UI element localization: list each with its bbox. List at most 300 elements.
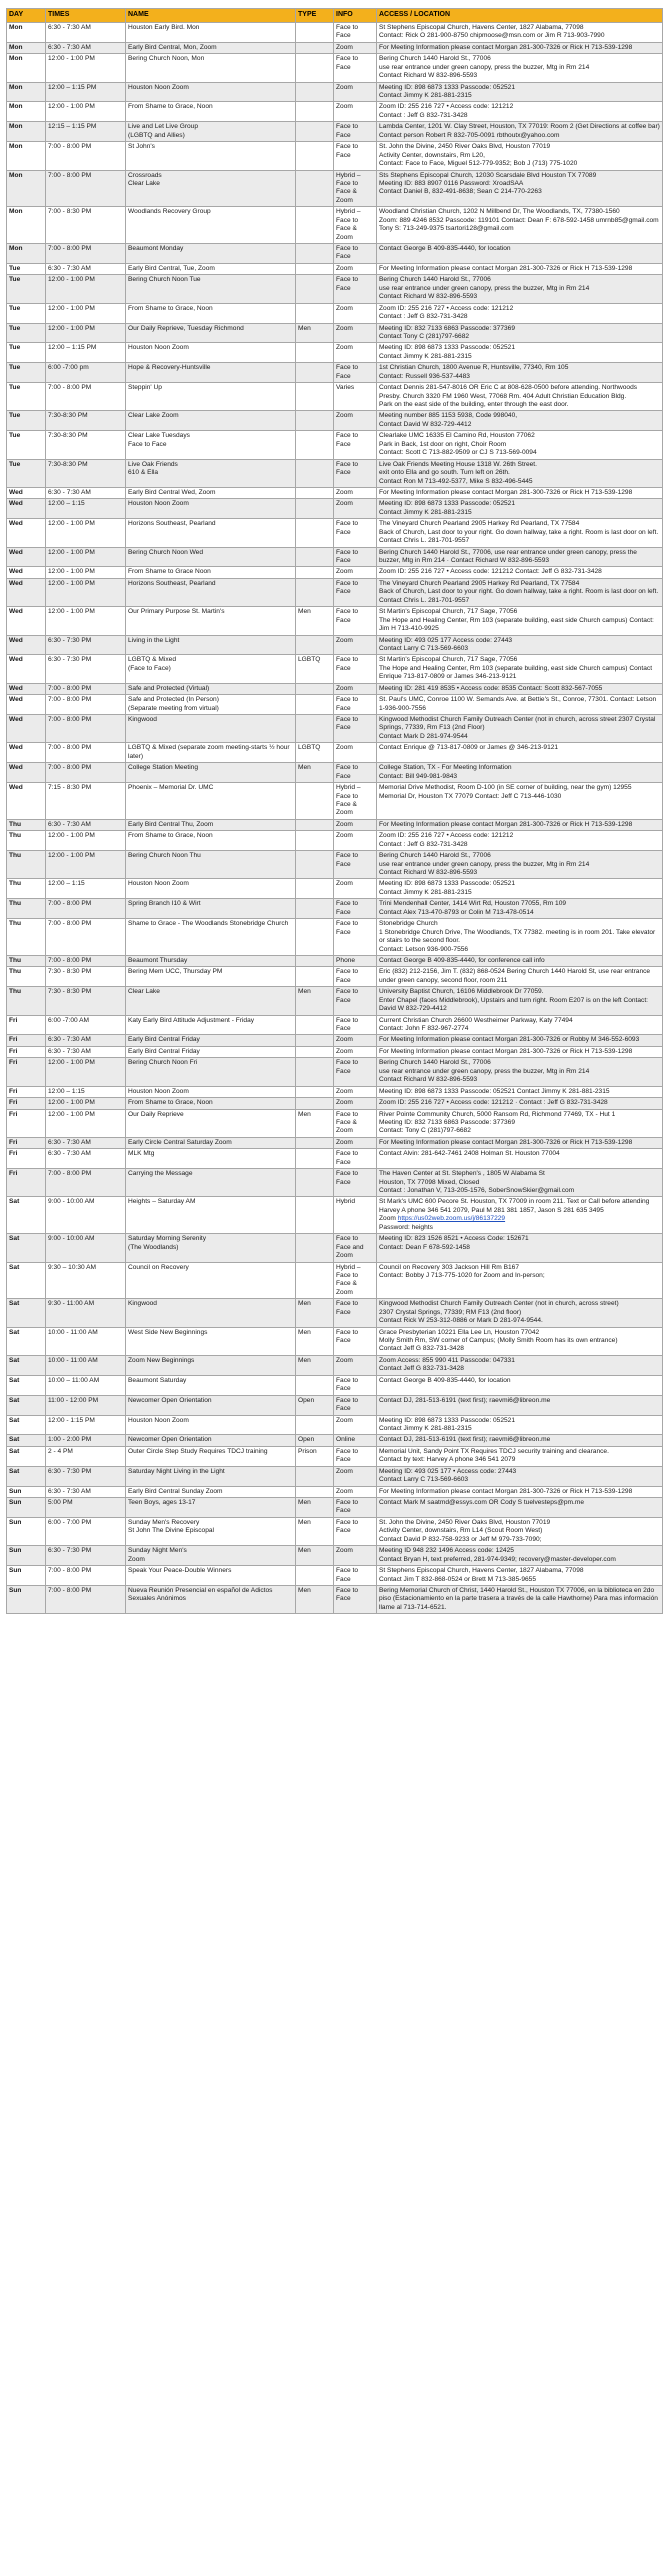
text-line: Lambda Center, 1201 W. Clay Street, Houston, TX 77019: Room 2 (Get Directions at coffee bar) Contact person Robert R 832-705-0091 rbthoutx@yahoo.com: [379, 123, 660, 139]
cell-location: [377, 763, 663, 783]
cell-day: Mon: [7, 22, 46, 42]
text-line: LGBTQ & Mixed (separate zoom meeting-starts ½ hour later): [128, 744, 290, 760]
cell-time: 7:00 - 8:00 PM: [46, 715, 126, 743]
meeting-row: [7, 967, 663, 987]
text-line: Meeting ID: 281 419 8535 • Access code: 8535 Contact: Scott 832-567-7055: [379, 684, 603, 692]
text-line: (Separate meeting from virtual): [128, 704, 219, 712]
cell-type: Men: [296, 1327, 334, 1355]
text-line: Meeting ID: 832 7133 6863 Passcode: 377369: [379, 324, 516, 332]
cell-location: [377, 42, 663, 53]
cell-day: Tue: [7, 411, 46, 431]
cell-time: 7:30 - 8:30 PM: [46, 987, 126, 1015]
cell-info: Zoom: [334, 102, 377, 122]
meeting-row: [7, 1109, 663, 1137]
cell-time: 12:00 – 1:15: [46, 879, 126, 899]
text-line: Back of Church, Last door to your right. Go down hallway, take a right. Room is last door on left. Contact Chris L. 281-701-9557: [379, 588, 659, 604]
cell-location: [377, 1375, 663, 1395]
cell-info: Zoom: [334, 879, 377, 899]
cell-info: Zoom: [334, 42, 377, 53]
cell-time: 7:00 - 8:00 PM: [46, 763, 126, 783]
cell-day: Fri: [7, 1098, 46, 1109]
cell-type: [296, 1137, 334, 1148]
cell-info: Face to Face: [334, 1498, 377, 1518]
text-line: Contact Richard W 832-896-5593: [379, 72, 478, 80]
cell-day: Tue: [7, 323, 46, 343]
text-line: Password: heights: [379, 1223, 433, 1231]
cell-location: [377, 1435, 663, 1446]
cell-day: Sun: [7, 1585, 46, 1613]
text-line: West Side New Beginnings: [128, 1328, 208, 1336]
cell-name: [126, 82, 296, 102]
cell-name: [126, 323, 296, 343]
text-line: Meeting ID: 898 6873 1333 Passcode: 052521: [379, 83, 516, 91]
cell-name: [126, 819, 296, 830]
cell-time: 10:00 – 11:00 AM: [46, 1375, 126, 1395]
cell-name: [126, 919, 296, 956]
text-line: St. Paul's UMC, Conroe 1100 W. Semands Ave. at Bettie's St., Conroe, 77301. Contact: Letson 1-936-900-7556: [379, 696, 657, 712]
cell-location: [377, 683, 663, 694]
cell-info: Face to Face: [334, 851, 377, 879]
text-line: College Station Meeting: [128, 764, 199, 772]
cell-info: Face to Face: [334, 578, 377, 606]
cell-day: Tue: [7, 431, 46, 459]
text-line: Contact Ron M 713-492-5377, Mike S 832-496-5445: [379, 477, 533, 485]
cell-type: [296, 459, 334, 487]
cell-location: [377, 1498, 663, 1518]
cell-info: Zoom: [334, 1355, 377, 1375]
text-line: Contact: Face to Face, Miguel 512-779-9352; Bob J (713) 775-1020: [379, 160, 578, 168]
text-line: Bering Memorial Church of Christ, 1440 Harold St., Houston TX 77006, en la biblioteca en 2do piso (Estacionamiento en la parte trasera a través de la calle Hawthorne) Para mas información llame al 713-714-6521.: [379, 1586, 658, 1611]
text-line: Contact George B 409-835-4440, for location: [379, 1376, 511, 1384]
cell-location: [377, 487, 663, 498]
meeting-row: [7, 122, 663, 142]
text-line: Back of Church, Last door to your right. Go down hallway, take a right. Room is last door on left. Contact Chris L. 281-701-9557: [379, 528, 659, 545]
cell-day: Wed: [7, 519, 46, 547]
text-line: 1st Christian Church, 1800 Avenue R, Huntsville, 77340, Rm 105: [379, 364, 569, 372]
meeting-row: [7, 1299, 663, 1327]
cell-info: Zoom: [334, 303, 377, 323]
text-line: Carrying the Message: [128, 1170, 193, 1178]
cell-name: [126, 851, 296, 879]
cell-info: Face to Face: [334, 1327, 377, 1355]
cell-name: [126, 1234, 296, 1262]
cell-type: [296, 819, 334, 830]
cell-name: [126, 1435, 296, 1446]
cell-day: Wed: [7, 783, 46, 820]
cell-time: 6:30 - 7:30 PM: [46, 655, 126, 683]
text-line: Bering Mem UCC, Thursday PM: [128, 968, 223, 976]
cell-location: [377, 1486, 663, 1497]
text-line: Early Bird Central Friday: [128, 1036, 200, 1044]
cell-location: [377, 1149, 663, 1169]
text-line: Woodland Christian Church, 1202 N Millbend Dr, The Woodlands, TX, 77380-1560: [379, 208, 620, 216]
text-line: From Shame to Grace, Noon: [128, 832, 213, 840]
cell-time: 7:15 - 8:30 PM: [46, 783, 126, 820]
text-line: Kingwood Methodist Church Family Outreach Center (not in church, across street 2307 Crystal Springs, 77339, Rm F13 (2nd Floor): [379, 716, 656, 732]
text-line: Park on the east side of the building, enter through the east door.: [379, 401, 569, 409]
cell-time: 12:00 – 1:15 PM: [46, 343, 126, 363]
cell-location: [377, 303, 663, 323]
meeting-row: [7, 411, 663, 431]
cell-location: [377, 170, 663, 207]
meeting-row: [7, 1585, 663, 1613]
cell-name: [126, 547, 296, 567]
cell-location: [377, 207, 663, 244]
cell-name: [126, 244, 296, 264]
cell-location: [377, 142, 663, 170]
cell-type: [296, 207, 334, 244]
cell-day: Tue: [7, 459, 46, 487]
cell-time: 12:00 – 1:15: [46, 1086, 126, 1097]
cell-name: [126, 1375, 296, 1395]
cell-day: Sat: [7, 1446, 46, 1466]
cell-info: Zoom: [334, 1486, 377, 1497]
cell-name: [126, 567, 296, 578]
cell-name: [126, 1395, 296, 1415]
cell-day: Tue: [7, 343, 46, 363]
text-line: Houston Noon Zoom: [128, 83, 189, 91]
cell-time: 6:30 - 7:30 AM: [46, 42, 126, 53]
cell-name: [126, 1498, 296, 1518]
text-line: Shame to Grace - The Woodlands Stonebridge Church: [128, 920, 289, 928]
cell-time: 12:00 - 1:00 PM: [46, 275, 126, 303]
text-line: Zoom https://us02web.zoom.us/j/86137229: [379, 1215, 506, 1223]
text-line: For Meeting Information please contact Morgan 281-300-7326 or Robby M 346-552-6093: [379, 1036, 640, 1044]
cell-type: [296, 411, 334, 431]
cell-name: [126, 683, 296, 694]
cell-name: [126, 899, 296, 919]
cell-day: Wed: [7, 578, 46, 606]
cell-location: [377, 1517, 663, 1545]
cell-day: Thu: [7, 879, 46, 899]
meeting-row: [7, 1446, 663, 1466]
meeting-row: [7, 1327, 663, 1355]
cell-info: Zoom: [334, 1086, 377, 1097]
cell-info: Face to Face: [334, 1395, 377, 1415]
cell-info: Zoom: [334, 1046, 377, 1057]
text-line: Contact Tony C (281)797-6682: [379, 332, 470, 340]
cell-info: Zoom: [334, 487, 377, 498]
meeting-row: [7, 919, 663, 956]
cell-time: 6:30 - 7:30 AM: [46, 1035, 126, 1046]
text-line: Heights – Saturday AM: [128, 1198, 196, 1206]
text-line: Activity Center, downstairs, Rm L14 (Scout Room West): [379, 1527, 543, 1535]
cell-info: Hybrid – Face to Face & Zoom: [334, 207, 377, 244]
text-line: Zoom ID: 255 216 727 • Access code: 121212 Contact: Jeff G 832-731-3428: [379, 568, 602, 576]
text-line: Nueva Reunión Presencial en español de Adictos Sexuales Anónimos: [128, 1586, 273, 1603]
cell-time: 6:30 - 7:30 PM: [46, 1466, 126, 1486]
cell-info: Face to Face: [334, 1517, 377, 1545]
cell-time: 7:00 - 8:00 PM: [46, 1585, 126, 1613]
cell-location: [377, 323, 663, 343]
cell-info: Zoom: [334, 683, 377, 694]
cell-info: Face to Face & Zoom: [334, 1109, 377, 1137]
text-line: Living in the Light: [128, 636, 180, 644]
text-line: Early Circle Central Saturday Zoom: [128, 1138, 232, 1146]
cell-info: Zoom: [334, 323, 377, 343]
cell-time: 9:30 – 10:30 AM: [46, 1262, 126, 1299]
meeting-row: [7, 1355, 663, 1375]
cell-name: [126, 1299, 296, 1327]
cell-day: Thu: [7, 899, 46, 919]
text-line: Contact David P 832-758-9233 or Jeff M 979-733-7090;: [379, 1535, 542, 1543]
cell-type: [296, 1015, 334, 1035]
table-header: [7, 9, 663, 23]
cell-type: [296, 383, 334, 411]
text-line: Houston Early Bird. Mon: [128, 23, 200, 31]
cell-type: [296, 499, 334, 519]
cell-type: Men: [296, 1498, 334, 1518]
text-line: Early Bird Central Wed, Zoom: [128, 488, 216, 496]
meeting-row: [7, 244, 663, 264]
cell-time: 7:00 - 8:00 PM: [46, 743, 126, 763]
text-line: Contact Mark D 281-974-9544: [379, 732, 468, 740]
text-line: Bering Church Noon Thu: [128, 852, 201, 860]
cell-location: [377, 122, 663, 142]
text-line: Contact : Jeff G 832-731-3428: [379, 313, 468, 321]
text-line: Houston Noon Zoom: [128, 344, 189, 352]
cell-info: Hybrid: [334, 1197, 377, 1234]
cell-time: 12:00 - 1:00 PM: [46, 102, 126, 122]
meeting-row: [7, 487, 663, 498]
text-line: Bering Church Noon Wed: [128, 548, 204, 556]
cell-name: [126, 142, 296, 170]
text-line: Contact George B 409-835-4440, for location: [379, 245, 511, 253]
text-line: Clear Lake: [128, 988, 160, 996]
text-line: Clear Lake Tuesdays: [128, 432, 190, 440]
cell-name: [126, 695, 296, 715]
cell-time: 7:00 - 8:00 PM: [46, 244, 126, 264]
cell-day: Tue: [7, 275, 46, 303]
meeting-schedule-table: [6, 8, 663, 1614]
meeting-row: [7, 635, 663, 655]
cell-info: Face to Face: [334, 967, 377, 987]
cell-location: [377, 1466, 663, 1486]
meeting-row: [7, 519, 663, 547]
text-line: River Pointe Community Church, 5000 Ransom Rd, Richmond 77469, TX - Hut 1: [379, 1110, 616, 1118]
text-line: Contact Enrique @ 713-817-0809 or James @ 346-213-9121: [379, 744, 559, 752]
cell-day: Sun: [7, 1546, 46, 1566]
cell-name: [126, 955, 296, 966]
text-line: Houston Noon Zoom: [128, 1416, 189, 1424]
cell-day: Sun: [7, 1486, 46, 1497]
cell-day: Tue: [7, 303, 46, 323]
cell-name: [126, 411, 296, 431]
cell-location: [377, 1098, 663, 1109]
meeting-row: [7, 1058, 663, 1086]
meeting-row: [7, 1149, 663, 1169]
text-line: Molly Smith Rm, SW corner of Campus; (Molly Smith Room has its own entrance): [379, 1337, 618, 1345]
cell-name: [126, 1149, 296, 1169]
cell-type: LGBTQ: [296, 743, 334, 763]
cell-day: Mon: [7, 102, 46, 122]
cell-name: [126, 1566, 296, 1586]
text-line: Crossroads: [128, 171, 162, 179]
cell-info: Hybrid – Face to Face & Zoom: [334, 170, 377, 207]
cell-location: [377, 819, 663, 830]
cell-type: [296, 1098, 334, 1109]
text-line: Contact: Dean F 678-592-1458: [379, 1243, 470, 1251]
text-line: Contact Jimmy K 281-881-2315: [379, 508, 472, 516]
text-line: St Martin's Episcopal Church, 717 Sage, 77056: [379, 608, 518, 616]
cell-type: Men: [296, 323, 334, 343]
cell-time: 6:30 - 7:30 AM: [46, 1486, 126, 1497]
text-line: Horizons Southeast, Pearland: [128, 579, 216, 587]
text-line: Kingwood Methodist Church Family Outreach Center (not in church, across street): [379, 1300, 619, 1308]
cell-time: 7:00 - 8:00 PM: [46, 383, 126, 411]
text-line: Meeting number 885 1153 5938, Code 998040,: [379, 412, 518, 420]
cell-time: 7:00 - 8:00 PM: [46, 170, 126, 207]
text-line: 2307 Crystal Springs, 77339; RM F13 (2nd floor): [379, 1308, 522, 1316]
cell-type: [296, 303, 334, 323]
cell-location: [377, 1262, 663, 1299]
meeting-row: [7, 1015, 663, 1035]
cell-type: Men: [296, 987, 334, 1015]
cell-info: Face to Face: [334, 1446, 377, 1466]
cell-type: [296, 635, 334, 655]
text-line: Contact Rick W 253-312-0886 or Mark D 281-974-9544.: [379, 1317, 543, 1325]
cell-type: Men: [296, 1299, 334, 1327]
cell-type: [296, 715, 334, 743]
cell-name: [126, 743, 296, 763]
cell-time: 7:30-8:30 PM: [46, 431, 126, 459]
cell-name: [126, 655, 296, 683]
cell-type: [296, 263, 334, 274]
text-line: Bering Church Noon Fri: [128, 1059, 198, 1067]
cell-time: 12:00 - 1:00 PM: [46, 851, 126, 879]
meeting-row: [7, 655, 663, 683]
cell-day: Sat: [7, 1435, 46, 1446]
cell-day: Sat: [7, 1466, 46, 1486]
cell-time: 9:00 - 10:00 AM: [46, 1197, 126, 1234]
cell-day: Wed: [7, 567, 46, 578]
cell-time: 6:30 - 7:30 AM: [46, 1046, 126, 1057]
zoom-link[interactable]: https://us02web.zoom.us/j/86137229: [397, 1215, 506, 1223]
cell-time: 10:00 - 11:00 AM: [46, 1355, 126, 1375]
cell-name: [126, 459, 296, 487]
cell-day: Tue: [7, 363, 46, 383]
cell-day: Thu: [7, 819, 46, 830]
text-line: From Shame to Grace Noon: [128, 568, 211, 576]
text-line: Early Bird Central, Tue, Zoom: [128, 264, 215, 272]
header-times: TIMES: [46, 9, 126, 23]
cell-type: [296, 1566, 334, 1586]
text-line: Contact: Tony C (281)797-6682: [379, 1127, 471, 1135]
cell-type: [296, 54, 334, 82]
cell-name: [126, 431, 296, 459]
text-line: Contact Jeff G 832-731-3428: [379, 1365, 464, 1373]
meeting-row: [7, 1435, 663, 1446]
cell-location: [377, 783, 663, 820]
text-line: Sunday Men's Recovery: [128, 1518, 200, 1526]
cell-time: 6:30 - 7:30 AM: [46, 1149, 126, 1169]
text-line: Meeting ID: 898 6873 1333 Passcode: 052521: [379, 1416, 516, 1424]
text-line: Contact Bryan H, text preferred, 281-974-9349; recovery@master-developer.com: [379, 1555, 616, 1563]
meeting-row: [7, 955, 663, 966]
text-line: St Martin's Episcopal Church, 717 Sage, 77056: [379, 656, 518, 664]
cell-day: Fri: [7, 1015, 46, 1035]
cell-location: [377, 54, 663, 82]
cell-type: [296, 1169, 334, 1197]
header-name: NAME: [126, 9, 296, 23]
header-row: [7, 9, 663, 23]
cell-location: [377, 1058, 663, 1086]
header-info: INFO: [334, 9, 377, 23]
text-line: exit onto Ella and go south. Turn left on 26th.: [379, 469, 510, 477]
text-line: Contact Larry C 713-569-6603: [379, 644, 469, 652]
cell-type: [296, 578, 334, 606]
text-line: From Shame to Grace, Noon: [128, 304, 213, 312]
text-line: Contact by text: Harvey A phone 346 541 2079: [379, 1456, 516, 1464]
header-type: TYPE: [296, 9, 334, 23]
text-line: Zoom ID: 255 216 727 • Access code: 121212: [379, 832, 514, 840]
text-line: Meeting ID: 832 7133 6863 Passcode: 377369: [379, 1118, 516, 1126]
text-line: Kingwood: [128, 716, 157, 724]
text-line: Meeting ID: 898 6873 1333 Passcode: 052521: [379, 500, 516, 508]
cell-day: Wed: [7, 763, 46, 783]
cell-time: 10:00 - 11:00 AM: [46, 1327, 126, 1355]
text-line: Newcomer Open Orientation: [128, 1396, 212, 1404]
cell-location: [377, 1234, 663, 1262]
meeting-row: [7, 1086, 663, 1097]
cell-info: Face to Face: [334, 122, 377, 142]
cell-type: [296, 42, 334, 53]
text-line: Contact Richard W 832-896-5593: [379, 293, 478, 301]
text-line: For Meeting Information please contact Morgan 281-300-7326 or Rick H 713-539-1298: [379, 1487, 633, 1495]
text-line: Contact David W 832-729-4412: [379, 420, 472, 428]
cell-type: [296, 1262, 334, 1299]
cell-type: Men: [296, 607, 334, 635]
cell-info: Face to Face: [334, 987, 377, 1015]
cell-info: Zoom: [334, 743, 377, 763]
header-day: DAY: [7, 9, 46, 23]
text-line: From Shame to Grace, Noon: [128, 103, 213, 111]
text-line: Zoom: [128, 1555, 145, 1563]
cell-location: [377, 1109, 663, 1137]
text-line: Contact Jimmy K 281-881-2315: [379, 1424, 472, 1432]
cell-info: Zoom: [334, 831, 377, 851]
text-line: Meeting ID: 883 8907 0116 Password: XroadSAA: [379, 179, 524, 187]
text-line: Bering Church 1440 Harold St., 77006: [379, 1059, 491, 1067]
cell-day: Wed: [7, 607, 46, 635]
cell-location: [377, 1046, 663, 1057]
cell-location: [377, 383, 663, 411]
text-line: use rear entrance under green canopy, press the buzzer, Mtg in Rm 214: [379, 63, 590, 71]
cell-type: [296, 919, 334, 956]
cell-time: 7:30 - 8:30 PM: [46, 967, 126, 987]
text-line: Saturday Night Living in the Light: [128, 1467, 225, 1475]
text-line: Bering Church 1440 Harold St., 77006, use rear entrance under green canopy, press the buzzer, Mtg in Rm 214 · Contact Richard W 832-896-5593: [379, 548, 637, 565]
cell-type: [296, 1046, 334, 1057]
cell-info: Face to Face: [334, 547, 377, 567]
text-line: Zoom: 889 4246 8532 Passcode: 119101 Contact: Dean F: 678-592-1458 umrnb85@gmail.com Tony S: 713-249-9375 tsartori128@gmail.com: [379, 216, 659, 233]
cell-location: [377, 607, 663, 635]
text-line: use rear entrance under green canopy, press the buzzer, Mtg in Rm 214: [379, 860, 590, 868]
text-line: Our Daily Reprieve: [128, 1110, 184, 1118]
meeting-row: [7, 783, 663, 820]
cell-info: Face to Face: [334, 22, 377, 42]
cell-type: [296, 22, 334, 42]
cell-type: [296, 1058, 334, 1086]
text-line: Zoom ID: 255 216 727 • Access code: 121212: [379, 304, 514, 312]
cell-day: Fri: [7, 1046, 46, 1057]
text-line: Bering Church 1440 Harold St., 77006: [379, 55, 491, 63]
meeting-row: [7, 54, 663, 82]
text-line: Live Oak Friends Meeting House 1318 W. 26th Street.: [379, 460, 537, 468]
text-line: Safe and Protected (In Person): [128, 696, 219, 704]
text-line: (The Woodlands): [128, 1243, 179, 1251]
cell-type: [296, 431, 334, 459]
